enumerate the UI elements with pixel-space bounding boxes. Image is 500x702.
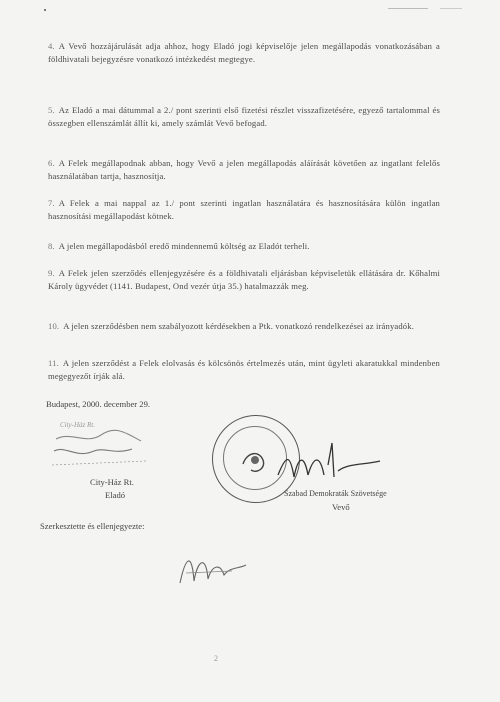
clause-10 <box>48 320 440 333</box>
clause-number: 7. <box>48 198 55 208</box>
clause-text: A Felek megállapodnak abban, hogy Vevő a jelen megállapodás aláírását követően az ingatlant felelős használatában tartja, hasznosítja. <box>48 158 440 181</box>
buyer-signature <box>268 435 388 495</box>
clause-text: A Felek jelen szerződés ellenjegyzésére és a földhivatali eljárásban képviseletük ellátására dr. Kőhalmi Károly ügyvédet (1141. Budapest, Ond vezér útja 35.) hatalmazzák meg. <box>48 268 440 291</box>
clause-9 <box>48 267 440 293</box>
clause-5 <box>48 104 440 130</box>
clause-text: A jelen szerződést a Felek elolvasás és kölcsönös értelmezés után, mint ügyleti akaratukkal mindenben megegyezőt írják alá. <box>48 358 440 381</box>
seller-signature <box>46 415 156 475</box>
scan-speck <box>44 9 46 11</box>
clause-number: 5. <box>48 105 55 115</box>
scan-speck <box>388 8 428 9</box>
seller-role: Eladó <box>105 490 126 500</box>
clause-text: Az Eladó a mai dátummal a 2./ pont szerinti első fizetési részlet visszafizetésére, egyező tartalommal és összegben ellenszámlát állít ki, amely számlát Vevő befogad. <box>48 105 440 128</box>
scan-speck <box>440 8 462 9</box>
clause-text: A Felek a mai nappal az 1./ pont szerinti ingatlan használatára és hasznosítására külön ingatlan hasznosítási megállapodást kötnek. <box>48 198 440 221</box>
page-number: 2 <box>214 654 218 663</box>
clause-number: 10. <box>48 321 60 331</box>
clause-number: 11. <box>48 358 59 368</box>
clause-text: A Vevő hozzájárulását adja ahhoz, hogy Eladó jogi képviselője jelen megállapodás vonatkozásában a földhivatali bejegyzésre vonatkozó intézkedést megtegye. <box>48 41 440 64</box>
countersign-label: Szerkesztette és ellenjegyezte: <box>40 521 145 531</box>
buyer-role: Vevő <box>332 502 350 512</box>
clause-4 <box>48 40 440 66</box>
clause-number: 4. <box>48 41 55 51</box>
clause-text: A jelen szerződésben nem szabályozott kérdésekben a Ptk. vonatkozó rendelkezései az irányadók. <box>63 321 414 331</box>
clause-text: A jelen megállapodásból eredő mindennemű költség az Eladót terheli. <box>58 241 310 251</box>
clause-number: 8. <box>48 241 55 251</box>
clause-11 <box>48 357 440 383</box>
countersign-signature <box>172 545 252 590</box>
buyer-name: Szabad Demokraták Szövetsége <box>284 489 387 498</box>
place-date: Budapest, 2000. december 29. <box>46 399 151 409</box>
clause-number: 6. <box>48 158 55 168</box>
clause-8 <box>48 240 440 253</box>
seller-name: City-Ház Rt. <box>90 477 134 487</box>
clause-7 <box>48 197 440 223</box>
clause-number: 9. <box>48 268 55 278</box>
clause-6 <box>48 157 440 183</box>
seller-stamp-text: City-Ház Rt. <box>60 421 95 429</box>
